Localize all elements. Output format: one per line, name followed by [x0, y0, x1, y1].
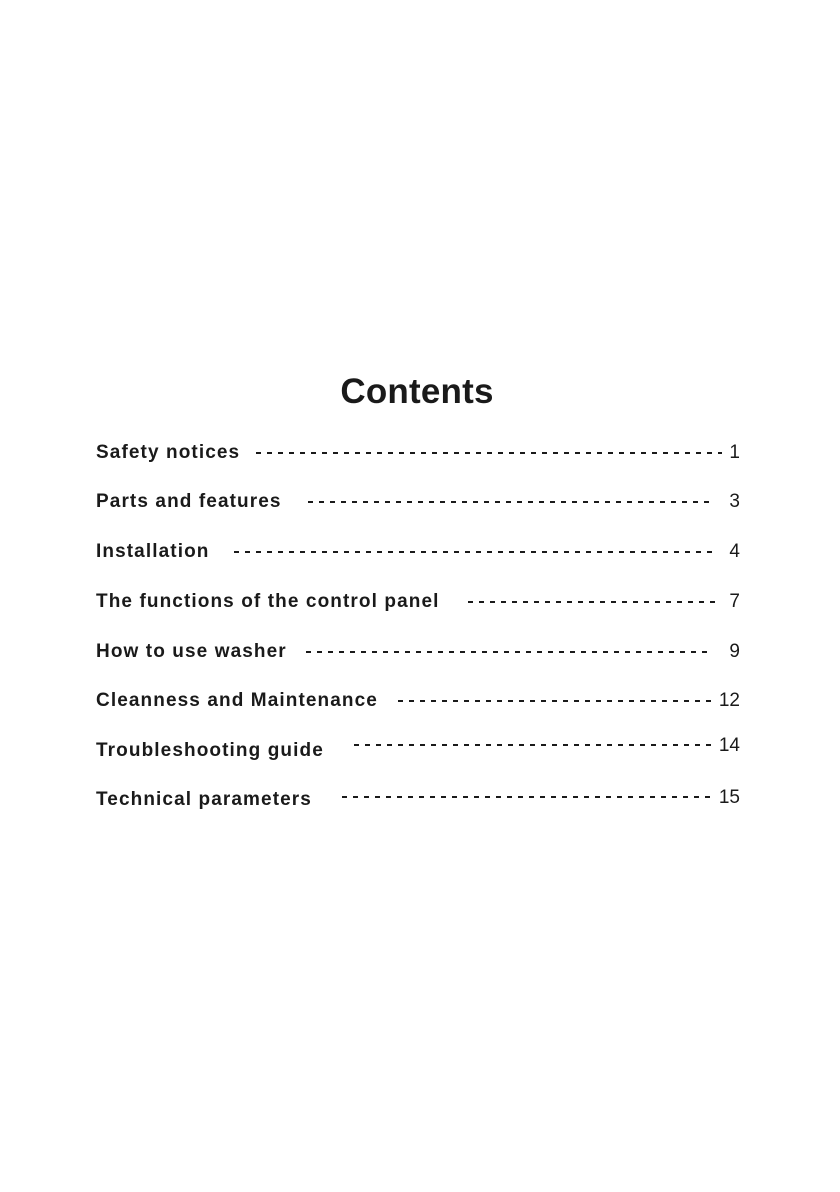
- dot-leader: [468, 601, 720, 603]
- dot-leader: [354, 744, 712, 746]
- toc-entry-control-panel-functions[interactable]: [96, 590, 740, 614]
- toc-entry-page-number: 12: [718, 690, 740, 711]
- toc-entry-label: Troubleshooting guide: [96, 740, 324, 761]
- toc-entry-page-number: 14: [718, 735, 740, 756]
- toc-entry-page-number: 15: [718, 787, 740, 808]
- dot-leader: [398, 700, 712, 702]
- toc-entry-cleanness-and-maintenance[interactable]: [96, 689, 740, 713]
- toc-entry-label: The functions of the control panel: [96, 591, 440, 612]
- toc-entry-label: How to use washer: [96, 641, 287, 662]
- toc-entry-page-number: 1: [729, 442, 740, 463]
- toc-entry-page-number: 3: [729, 491, 740, 512]
- toc-entry-installation[interactable]: [96, 540, 740, 564]
- toc-entry-parts-and-features[interactable]: [96, 490, 740, 514]
- toc-entry-troubleshooting-guide[interactable]: [96, 737, 740, 761]
- toc-entry-how-to-use-washer[interactable]: [96, 640, 740, 664]
- dot-leader: [342, 796, 712, 798]
- page-title: Contents: [340, 372, 494, 411]
- toc-entry-label: Safety notices: [96, 442, 241, 463]
- dot-leader: [256, 452, 722, 454]
- toc-entry-page-number: 7: [729, 591, 740, 612]
- toc-entry-label: Cleanness and Maintenance: [96, 690, 378, 711]
- dot-leader: [306, 651, 710, 653]
- toc-entry-page-number: 4: [729, 541, 740, 562]
- toc-entry-page-number: 9: [729, 641, 740, 662]
- toc-entry-safety-notices[interactable]: [96, 441, 740, 465]
- dot-leader: [234, 551, 712, 553]
- toc-entry-label: Installation: [96, 541, 210, 562]
- dot-leader: [308, 501, 712, 503]
- toc-entry-label: Parts and features: [96, 491, 282, 512]
- toc-entry-label: Technical parameters: [96, 789, 312, 810]
- toc-entry-technical-parameters[interactable]: [96, 787, 740, 811]
